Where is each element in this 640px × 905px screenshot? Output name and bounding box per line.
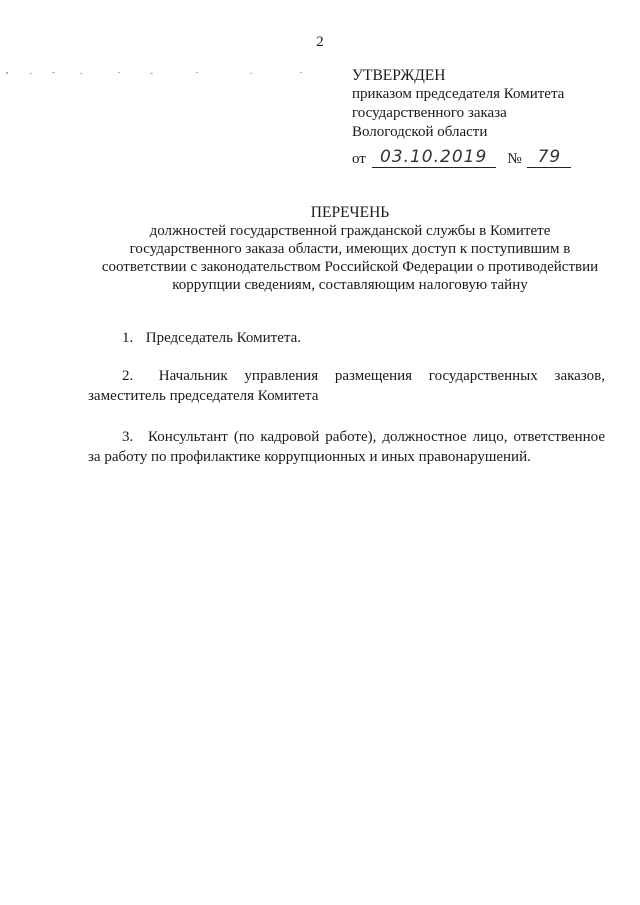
document-subtitle-line: коррупции сведениям, составляющим налоговую тайну (172, 277, 528, 293)
page-number: 2 (316, 34, 324, 50)
order-number-label: № (507, 151, 522, 167)
scan-noise (0, 70, 330, 76)
document-subtitle-line: должностей государственной гражданской службы в Комитете (149, 223, 551, 239)
document-heading (60, 204, 640, 294)
order-dateline (352, 148, 571, 168)
list-item-text: Начальник управления размещения государственных заказов, заместитель председателя Комитета (88, 368, 605, 404)
list-item-text: Консультант (по кадровой работе), должностное лицо, ответственное за работу по профилактике коррупционных и иных правонарушений. (88, 429, 605, 465)
approval-line: приказом председателя Комитета (352, 86, 565, 102)
list-item (88, 427, 605, 467)
list-item (88, 328, 605, 348)
list-item-number: 2. (122, 368, 134, 384)
approval-heading: УТВЕРЖДЕН (352, 67, 446, 84)
approval-stamp (352, 66, 564, 142)
document-title: ПЕРЕЧЕНЬ (310, 204, 390, 221)
list-item-text: Председатель Комитета. (145, 330, 302, 346)
approval-line: государственного заказа (352, 105, 507, 121)
document-subtitle-line: государственного заказа области, имеющих доступ к поступившим в (129, 241, 571, 257)
order-number: 79 (527, 148, 571, 168)
list-item-number: 1. (122, 330, 134, 346)
order-from-label: от (352, 151, 366, 167)
approval-line: Вологодской области (352, 124, 488, 140)
list-item (88, 366, 605, 406)
list-item-number: 3. (122, 429, 134, 445)
document-subtitle-line: соответствии с законодательством Российской Федерации о противодействии (101, 259, 599, 275)
order-date: 03.10.2019 (372, 148, 496, 168)
